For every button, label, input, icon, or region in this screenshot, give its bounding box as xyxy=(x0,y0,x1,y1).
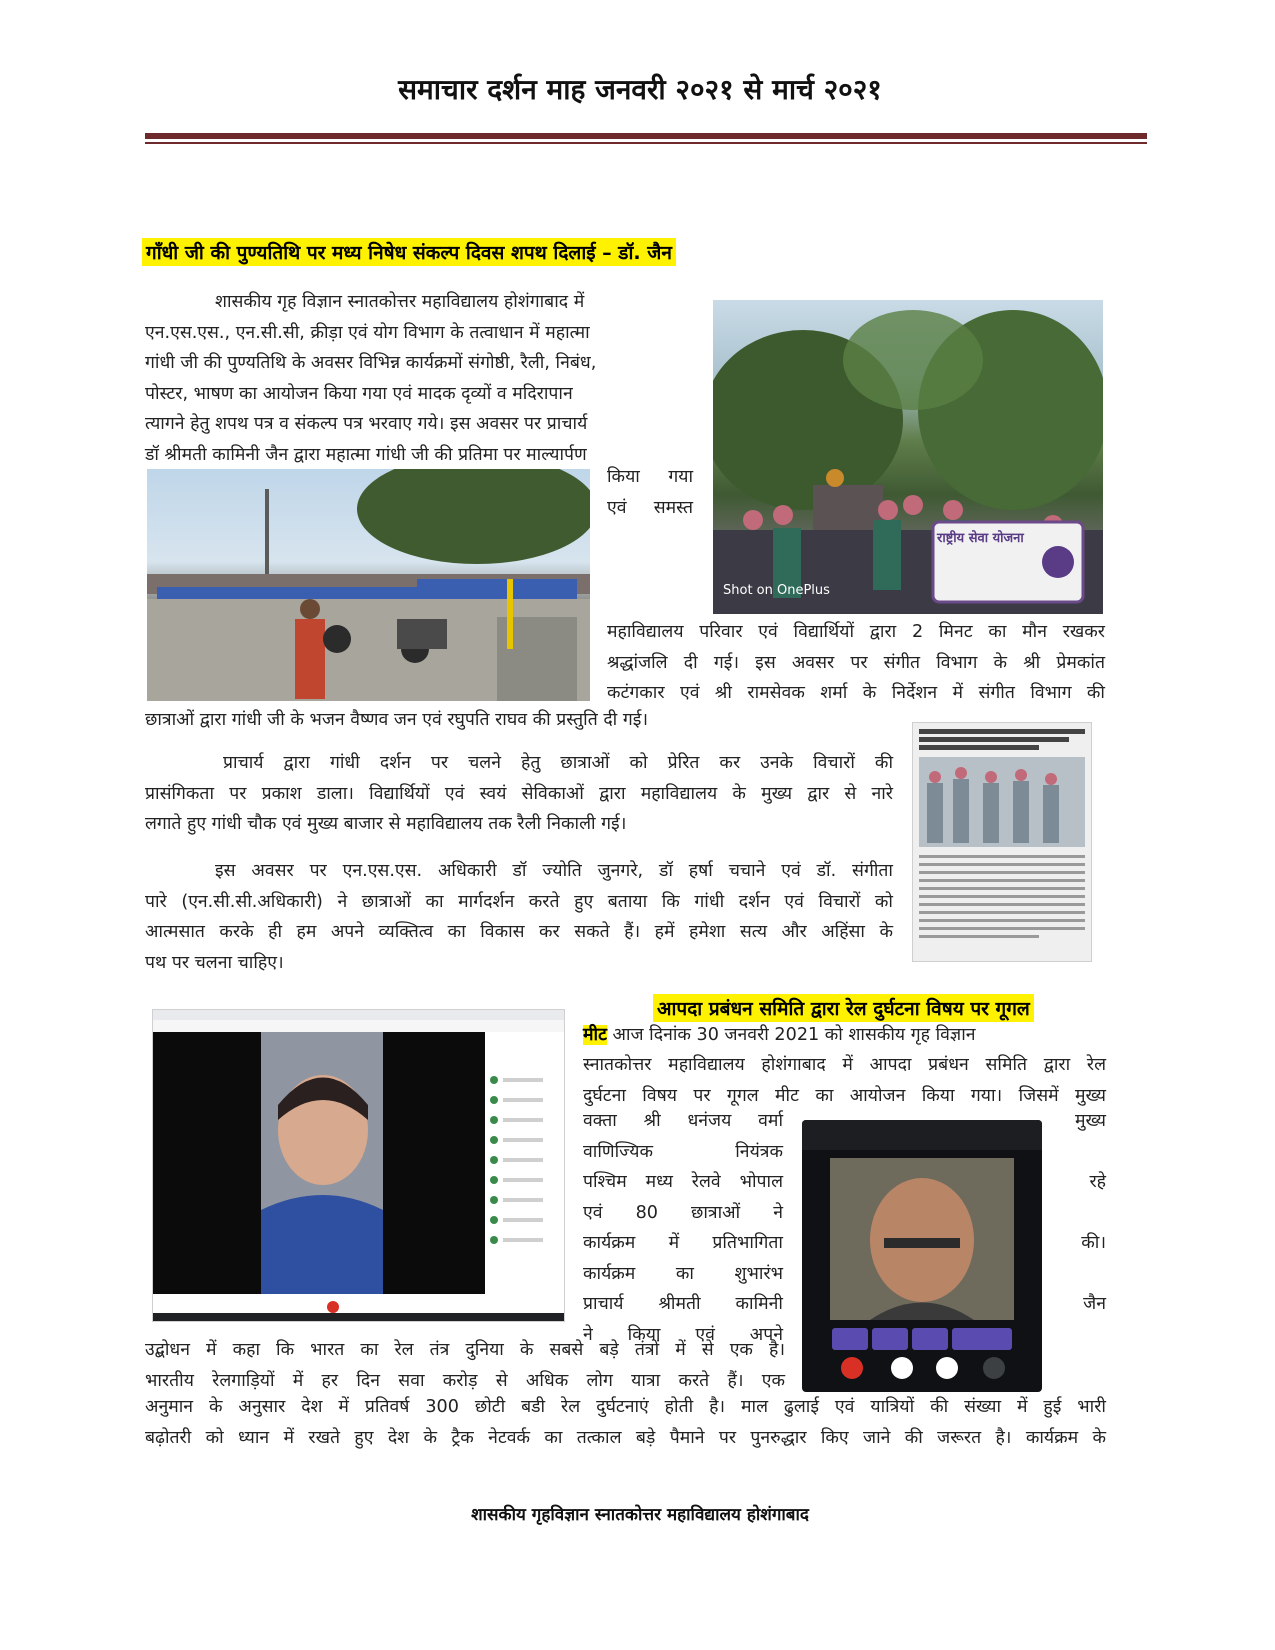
para-line: अनुमान के अनुसार देश में प्रतिवर्ष 300 छोटी बडी रेल दुर्घटनाएं होती है। माल ढुलाई एवं यात्रियों की संख्या में हुई भारी xyxy=(145,1397,1106,1417)
section2-left-column xyxy=(583,1106,783,1350)
section2-intro xyxy=(583,1050,1106,1111)
para-line xyxy=(1048,1137,1106,1168)
para-line: त्यागने हेतु शपथ पत्र व संकल्प पत्र भरवाए गये। इस अवसर पर प्राचार्य xyxy=(145,414,588,434)
para-line: छात्राओं द्वारा गांधी जी के भजन वैष्णव जन एवं रघुपति राघव की प्रस्तुति दी गई। xyxy=(145,710,649,730)
section2-right-column xyxy=(1048,1106,1106,1320)
google-meet-screenshot-art xyxy=(153,1010,564,1321)
para-line: मुख्य xyxy=(1074,1111,1106,1131)
section1-side-text xyxy=(607,462,693,523)
section2-intro-line xyxy=(583,1020,1107,1051)
para-line: आत्मसात करके ही हम अपने व्यक्तित्व का विकास कर सकते हैं। हमें हमेशा सत्य और अहिंसा के xyxy=(145,922,893,942)
para-line: जैन xyxy=(1083,1294,1106,1314)
para-line: कार्यक्रम का शुभारंभ xyxy=(583,1263,783,1284)
para-line: पश्चिम मध्य रेलवे भोपाल xyxy=(583,1172,783,1192)
section1-para1-end xyxy=(145,705,905,736)
section2-heading: आपदा प्रबंधन समिति द्वारा रेल दुर्घटना विषय पर गूगल xyxy=(653,994,1034,1022)
para-line: किया गया xyxy=(607,467,693,487)
para-line: बढ़ोतरी को ध्यान में रखते हुए देश के ट्रैक नेटवर्क का तत्काल बड़े पैमाने पर पुनरुद्धार किए जाने की जरूरत है। कार्यक्रम के xyxy=(145,1427,1106,1448)
section1-heading: गाँधी जी की पुण्यतिथि पर मध्य निषेध संकल्प दिवस शपथ दिलाई – डॉ. जैन xyxy=(142,238,676,266)
rally-photo xyxy=(147,469,590,701)
header-divider xyxy=(145,133,1147,139)
para-line: की। xyxy=(1081,1233,1106,1253)
para-line: प्रासंगिकता पर प्रकाश डाला। विद्यार्थियों एवं स्वयं सेविकाओं द्वारा महाविद्यालय के मुख्य द्वार से नारे xyxy=(145,783,893,804)
para-line: वक्ता श्री धनंजय वर्मा xyxy=(583,1111,783,1131)
para-line: स्नातकोत्तर महाविद्यालय होशंगाबाद में आपदा प्रबंधन समिति द्वारा रेल xyxy=(583,1055,1106,1075)
intro-text: आज दिनांक 30 जनवरी 2021 को शासकीय गृह विज्ञान xyxy=(606,1025,976,1045)
ceremony-photo xyxy=(713,300,1103,614)
ceremony-photo-art xyxy=(713,300,1103,614)
newspaper-clipping xyxy=(912,722,1092,962)
phone-meet-screenshot-art xyxy=(802,1120,1042,1392)
para-line: महाविद्यालय परिवार एवं विद्यार्थियों द्वारा 2 मिनट का मौन रखकर xyxy=(607,622,1105,642)
section1-para1 xyxy=(145,287,693,470)
para-line: इस अवसर पर एन.एस.एस. अधिकारी डॉ ज्योति जुनगरे, डॉ हर्षा चचाने एवं डॉ. संगीता xyxy=(215,861,893,881)
section1-para1-continued xyxy=(607,617,1105,709)
para-line: वाणिज्यिक नियंत्रक xyxy=(583,1141,783,1162)
section2-heading-continued: मीट xyxy=(583,1025,607,1045)
para-line: रहे xyxy=(1089,1172,1106,1192)
section2-body-full xyxy=(145,1392,1106,1453)
page-title: समाचार दर्शन माह जनवरी २०२१ से मार्च २०२१ xyxy=(398,73,882,106)
para-line: ने किया एवं अपने xyxy=(583,1324,783,1345)
para-line: उद्बोधन में कहा कि भारत का रेल तंत्र दुनिया के सबसे बड़े तंत्रों में से एक है। xyxy=(145,1340,785,1360)
para-line: डॉ श्रीमती कामिनी जैन द्वारा महात्मा गांधी जी की प्रतिमा पर माल्यार्पण xyxy=(145,444,587,465)
banner-text: राष्ट्रीय सेवा योजना xyxy=(937,531,1024,546)
para-line: प्राचार्य द्वारा गांधी दर्शन पर चलने हेतु छात्राओं को प्रेरित कर उनके विचारों की xyxy=(223,753,893,773)
phone-meet-screenshot xyxy=(802,1120,1042,1392)
page-footer: शासकीय गृहविज्ञान स्नातकोत्तर महाविद्यालय होशंगाबाद xyxy=(471,1505,809,1525)
google-meet-screenshot xyxy=(152,1009,565,1322)
newspaper-clipping-art xyxy=(913,723,1091,961)
header-divider-thin xyxy=(145,142,1147,144)
para-line: भारतीय रेलगाड़ियों में हर दिन सवा करोड़ से अधिक लोग यात्रा करते हैं। एक xyxy=(145,1370,785,1391)
para-line: प्राचार्य श्रीमती कामिनी xyxy=(583,1294,783,1314)
para-line: पोस्टर, भाषण का आयोजन किया गया एवं मादक दृव्यों व मदिरापान xyxy=(145,383,573,404)
para-line xyxy=(1048,1198,1106,1229)
section1-para2 xyxy=(145,748,893,840)
para-line: लगाते हुए गांधी चौक एवं मुख्य बाजार से महाविद्यालय तक रैली निकाली गई। xyxy=(145,814,627,834)
para-line: गांधी जी की पुण्यतिथि के अवसर विभिन्न कार्यक्रमों संगोष्ठी, रैली, निबंध, xyxy=(145,353,597,373)
section2-body xyxy=(145,1335,785,1396)
para-line: शासकीय गृह विज्ञान स्नातकोत्तर महाविद्यालय होशंगाबाद में xyxy=(215,292,585,312)
rally-photo-art xyxy=(147,469,590,701)
para-line: एवं समस्त xyxy=(607,497,693,518)
para-line: एन.एस.एस., एन.सी.सी, क्रीड़ा एवं योग विभाग के तत्वाधान में महात्मा xyxy=(145,322,590,343)
para-line: कार्यक्रम में प्रतिभागिता xyxy=(583,1233,783,1253)
para-line: पथ पर चलना चाहिए। xyxy=(145,952,284,973)
para-line: एवं 80 छात्राओं ने xyxy=(583,1202,783,1223)
para-line: श्रद्धांजलि दी गई। इस अवसर पर संगीत विभाग के श्री प्रेमकांत xyxy=(607,652,1105,673)
para-line: पारे (एन.सी.सी.अधिकारी) ने छात्राओं का मार्गदर्शन करते हुए बताया कि गांधी दर्शन एवं विचारों को xyxy=(145,891,893,912)
photo-watermark: Shot on OnePlus xyxy=(723,583,830,598)
section1-para3 xyxy=(145,856,893,978)
para-line: दुर्घटना विषय पर गूगल मीट का आयोजन किया गया। जिसमें मुख्य xyxy=(583,1085,1106,1106)
para-line: कटंगकार एवं श्री रामसेवक शर्मा के निर्देशन में संगीत विभाग की xyxy=(607,683,1105,703)
para-line xyxy=(1048,1259,1106,1290)
